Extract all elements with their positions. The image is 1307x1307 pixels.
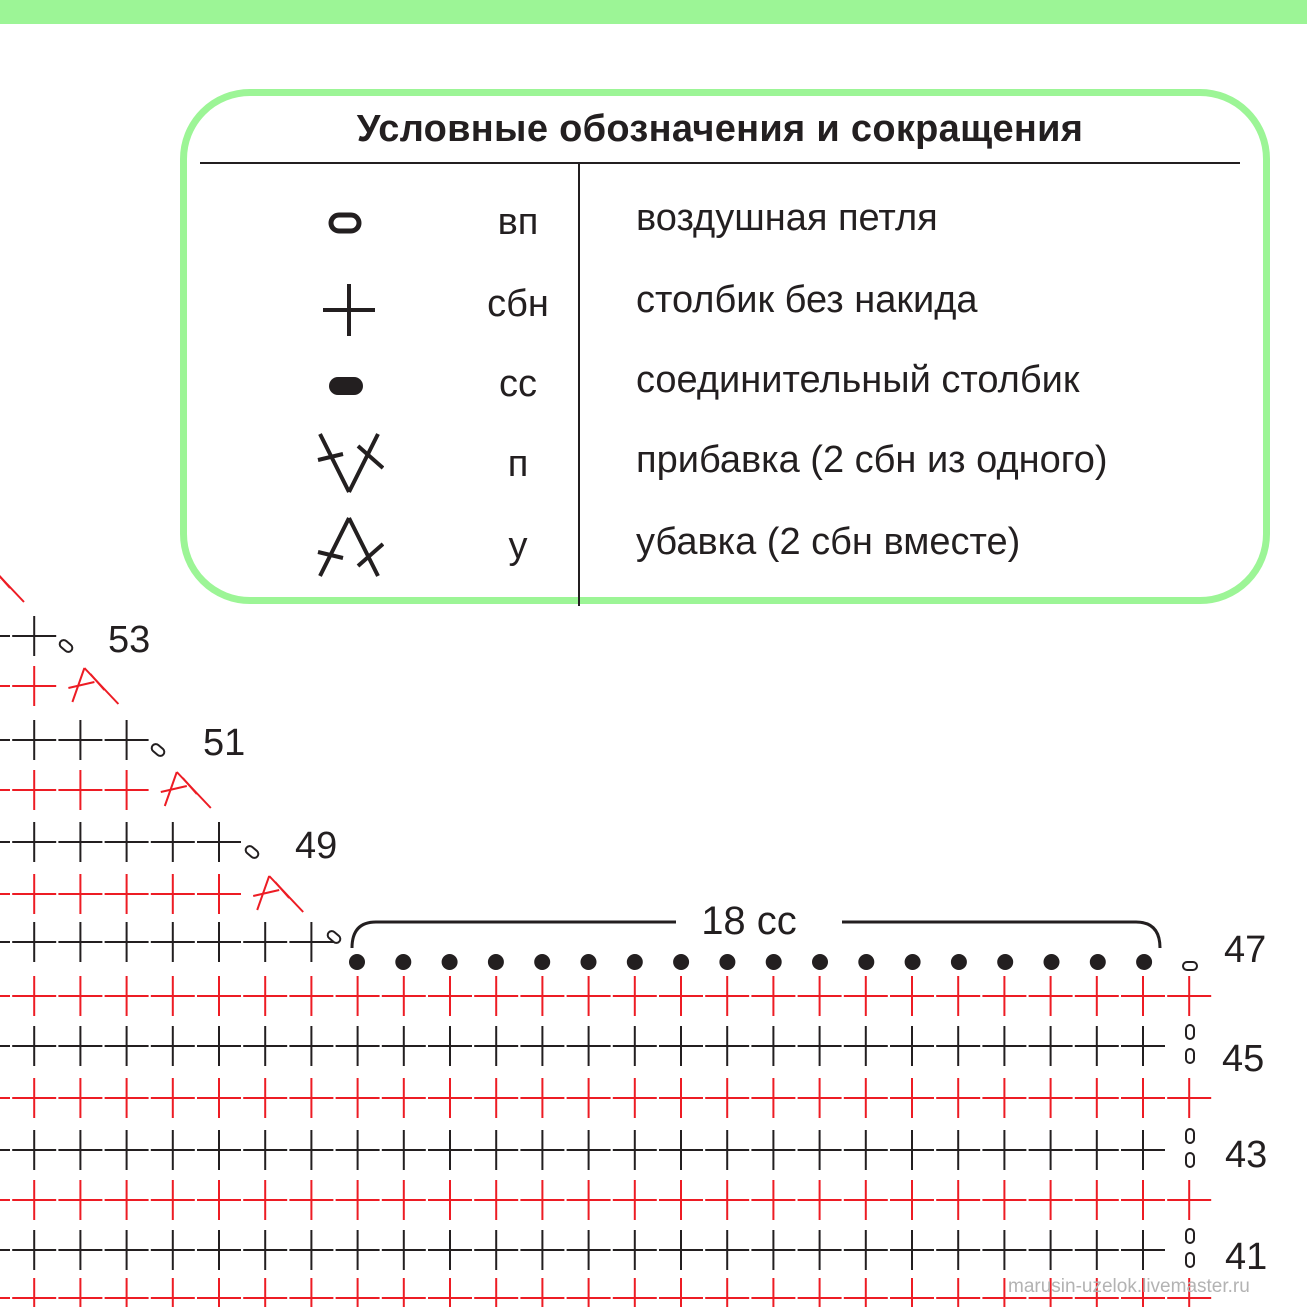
chain-step-2 [244, 844, 260, 859]
brace-label: 18 сс [701, 899, 797, 943]
slip-stitch-17 [1136, 954, 1152, 970]
legend-desc-decrease: убавка (2 сбн вместе) [636, 521, 1021, 563]
decrease-r1-c [253, 890, 279, 896]
chart-stitches [0, 566, 1211, 1307]
slip-stitch-4 [534, 954, 550, 970]
slip-stitch-7 [673, 954, 689, 970]
slip-stitch-13 [951, 954, 967, 970]
row-label-49: 49 [295, 825, 338, 867]
row-label-47: 47 [1224, 929, 1267, 971]
legend-abbr-slip-stitch: сс [499, 363, 537, 405]
slip-stitch-15 [1044, 954, 1060, 970]
chain-right-0-b [1186, 1049, 1194, 1063]
slip-stitch-5 [581, 954, 597, 970]
slip-stitch-0 [349, 954, 365, 970]
slip-stitch-1 [395, 954, 411, 970]
legend-desc-single-crochet: столбик без накида [636, 279, 978, 321]
legend-abbr-single-crochet: сбн [487, 283, 549, 325]
row-label-51: 51 [203, 722, 246, 764]
slip-stitch-3 [488, 954, 504, 970]
row-label-45: 45 [1222, 1038, 1265, 1080]
slip-stitch-2 [442, 954, 458, 970]
slip-stitch-16 [1090, 954, 1106, 970]
watermark: marusin-uzelok.livemaster.ru [1008, 1276, 1250, 1297]
slip-stitch-14 [997, 954, 1013, 970]
legend-abbr-chain: вп [497, 201, 539, 243]
chain-step-4 [150, 742, 166, 757]
chain-right-1-b [1186, 1153, 1194, 1167]
slip-stitch-10 [812, 954, 828, 970]
decrease-r3-c [161, 786, 187, 792]
chain-right-0-a [1186, 1025, 1194, 1039]
legend-desc-chain: воздушная петля [636, 197, 938, 239]
chain-right-2-a [1186, 1229, 1194, 1243]
slip-stitch-12 [905, 954, 921, 970]
legend-desc-increase: прибавка (2 сбн из одного) [636, 439, 1108, 481]
decrease-r5-c [68, 682, 94, 688]
legend-title: Условные обозначения и сокращения [356, 108, 1084, 150]
legend-abbr-increase: п [507, 443, 529, 485]
slip-stitch-11 [858, 954, 874, 970]
decrease-top-b [0, 566, 24, 602]
slip-stitch-8 [719, 954, 735, 970]
slip-stitch-6 [627, 954, 643, 970]
row-label-43: 43 [1225, 1134, 1268, 1176]
chain-right-row47 [1183, 962, 1197, 970]
chain-right-1-a [1186, 1129, 1194, 1143]
legend-abbr-decrease: у [508, 525, 528, 567]
chain-step-6 [58, 638, 74, 653]
row-label-53: 53 [108, 619, 151, 661]
chain-right-2-b [1186, 1253, 1194, 1267]
decrease-top-d [0, 572, 10, 588]
slip-stitch-9 [766, 954, 782, 970]
row-label-41: 41 [1225, 1236, 1268, 1278]
legend-desc-slip-stitch: соединительный столбик [636, 359, 1080, 401]
